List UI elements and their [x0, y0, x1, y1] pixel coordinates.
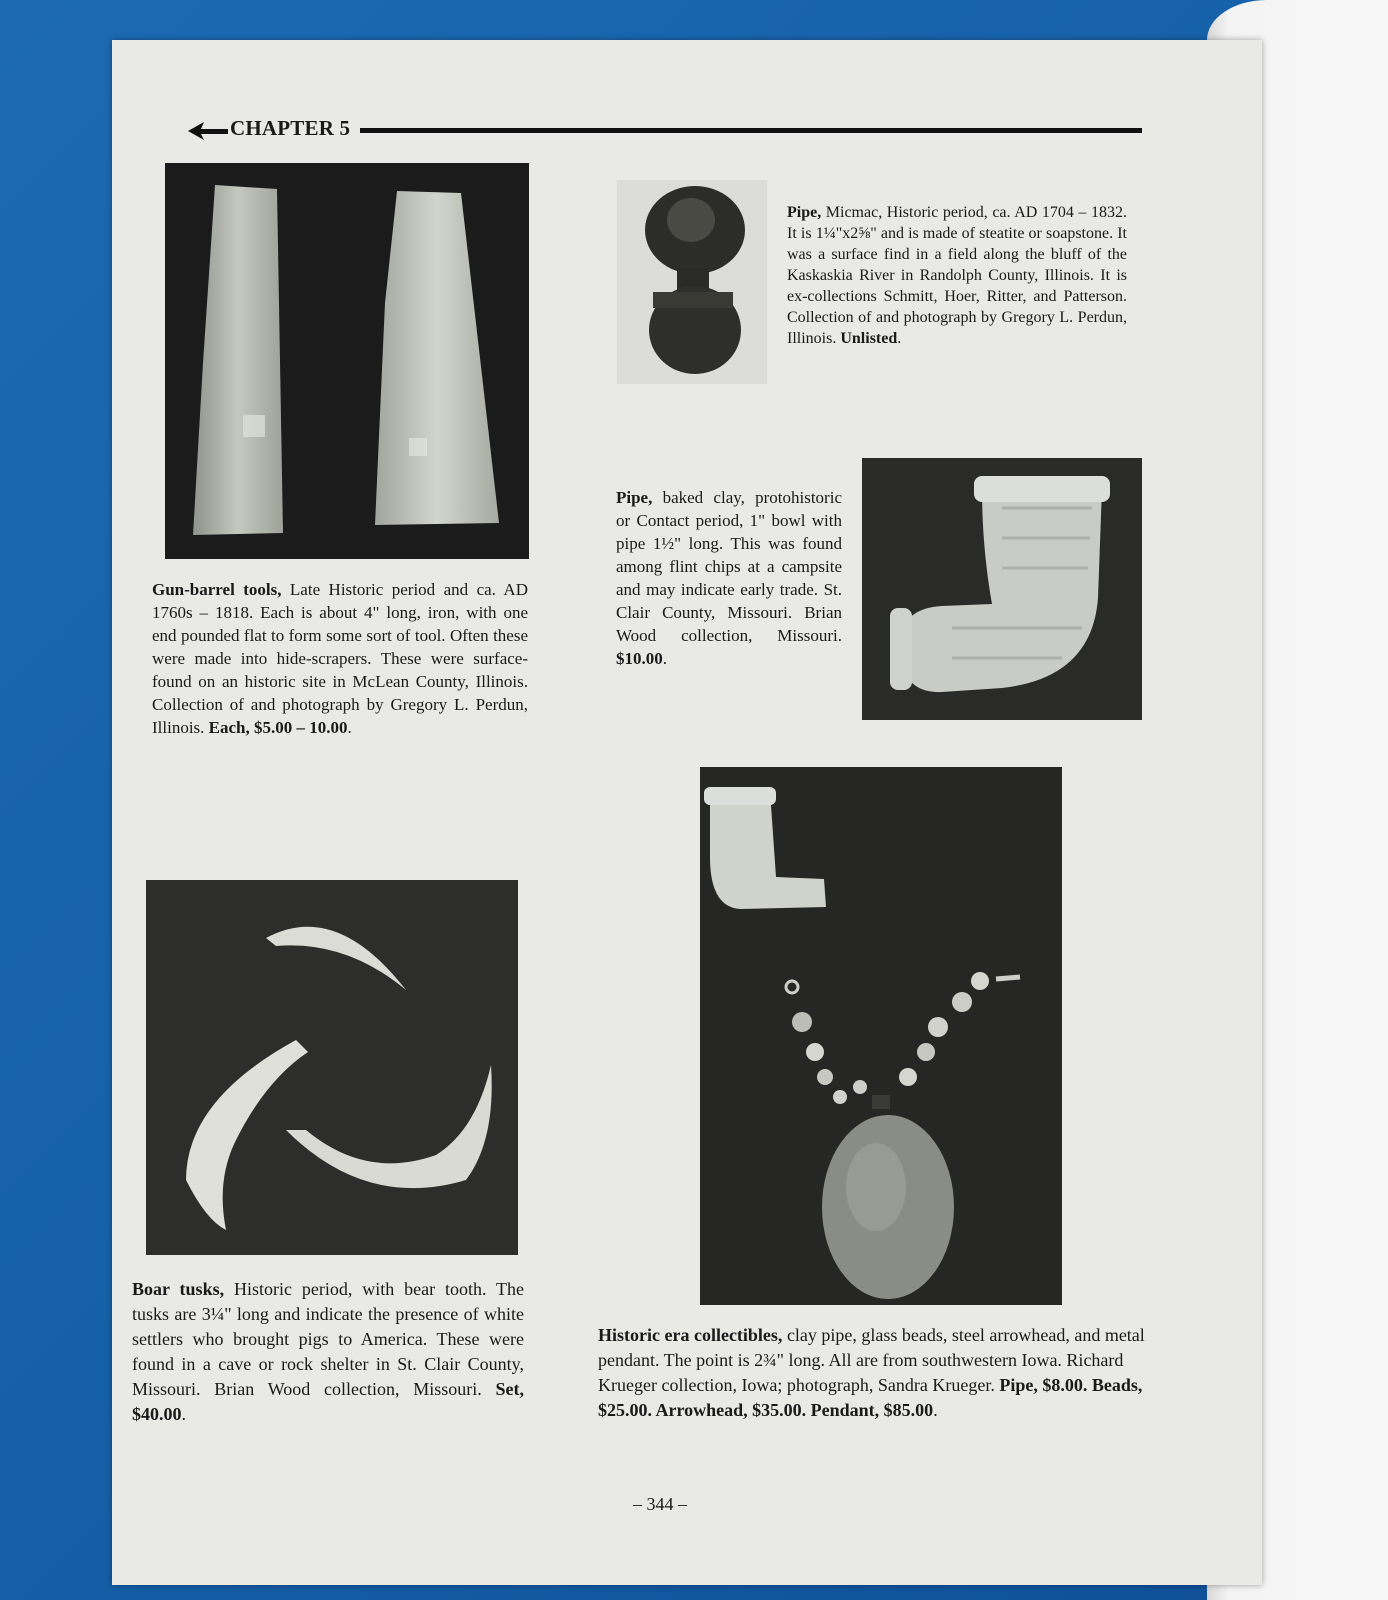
- caption-end: .: [933, 1400, 938, 1420]
- micmac-pipe-caption: [787, 202, 1127, 349]
- caption-price: Unlisted: [840, 330, 898, 347]
- caption-text: Historic period, with bear tooth. The tusks are 3¼" long and indicate the presence of white settlers who brought pigs to America. These were found in a cave or rock shelter in St. Clair County, Missouri. Brian Wood collection, Missouri.: [132, 1279, 525, 1399]
- caption-title: Gun-barrel tools,: [152, 580, 282, 599]
- caption-title: Pipe,: [787, 204, 822, 221]
- caption-title: Boar tusks,: [132, 1279, 225, 1299]
- caption-text: Late Historic period and ca. AD 1760s – 1818. Each is about 4" long, iron, with one end pounded flat to form some sort of tool. Often these were made into hide-scrapers. These were surface-found on an historic site in McLean County, Illinois. Collection of and photograph by Gregory L. Perdun, Illinois.: [152, 580, 528, 737]
- chapter-header: [188, 116, 1143, 146]
- header-rule: [360, 128, 1142, 133]
- page-number: – 344 –: [633, 1494, 687, 1514]
- caption-title: Historic era collectibles,: [598, 1325, 783, 1345]
- historic-collectibles-caption: [598, 1323, 1172, 1423]
- caption-price: Set, $40.00: [132, 1379, 524, 1424]
- boar-tusks-photo: [146, 880, 518, 1255]
- clay-pipe-photo: [862, 458, 1142, 720]
- clay-pipe-caption: [616, 486, 842, 670]
- historic-collectibles-photo: [700, 767, 1062, 1305]
- boar-tusks-caption: [132, 1277, 524, 1427]
- caption-end: .: [181, 1404, 186, 1424]
- gun-barrel-tools-caption: [152, 578, 528, 739]
- micmac-pipe-photo: [617, 180, 767, 384]
- caption-text: baked clay, protohistoric or Contact period, 1" bowl with pipe 1½" long. This was found among flint chips at a campsite and may indicate early trade. St. Clair County, Missouri. Brian Wood collection, Missouri.: [616, 488, 842, 645]
- caption-end: .: [662, 649, 667, 668]
- caption-text: clay pipe, glass beads, steel arrowhead, and metal pendant. The point is 2¾" long. All are from southwestern Iowa. Richard Krueger collection, Iowa; photograph, Sandra Krueger.: [598, 1325, 1145, 1395]
- caption-price: Pipe, $8.00. Beads, $25.00. Arrowhead, $35.00. Pendant, $85.00: [598, 1375, 1143, 1420]
- caption-end: .: [347, 718, 352, 737]
- caption-end: .: [897, 330, 902, 347]
- left-arrow-icon: [188, 120, 228, 142]
- caption-price: $10.00: [616, 649, 663, 668]
- caption-text: Micmac, Historic period, ca. AD 1704 – 1832. It is 1¼"x2⅝" and is made of steatite or soapstone. It was a surface find in a field along the bluff of the Kaskaskia River in Randolph County, Illinois. It is ex-collections Schmitt, Hoer, Ritter, and Patterson. Collection of and photograph by Gregory L. Perdun, Illinois.: [787, 204, 1127, 347]
- chapter-title: CHAPTER 5: [230, 116, 351, 140]
- gun-barrel-tools-photo: [165, 163, 529, 559]
- caption-title: Pipe,: [616, 488, 653, 507]
- caption-price: Each, $5.00 – 10.00: [208, 718, 348, 737]
